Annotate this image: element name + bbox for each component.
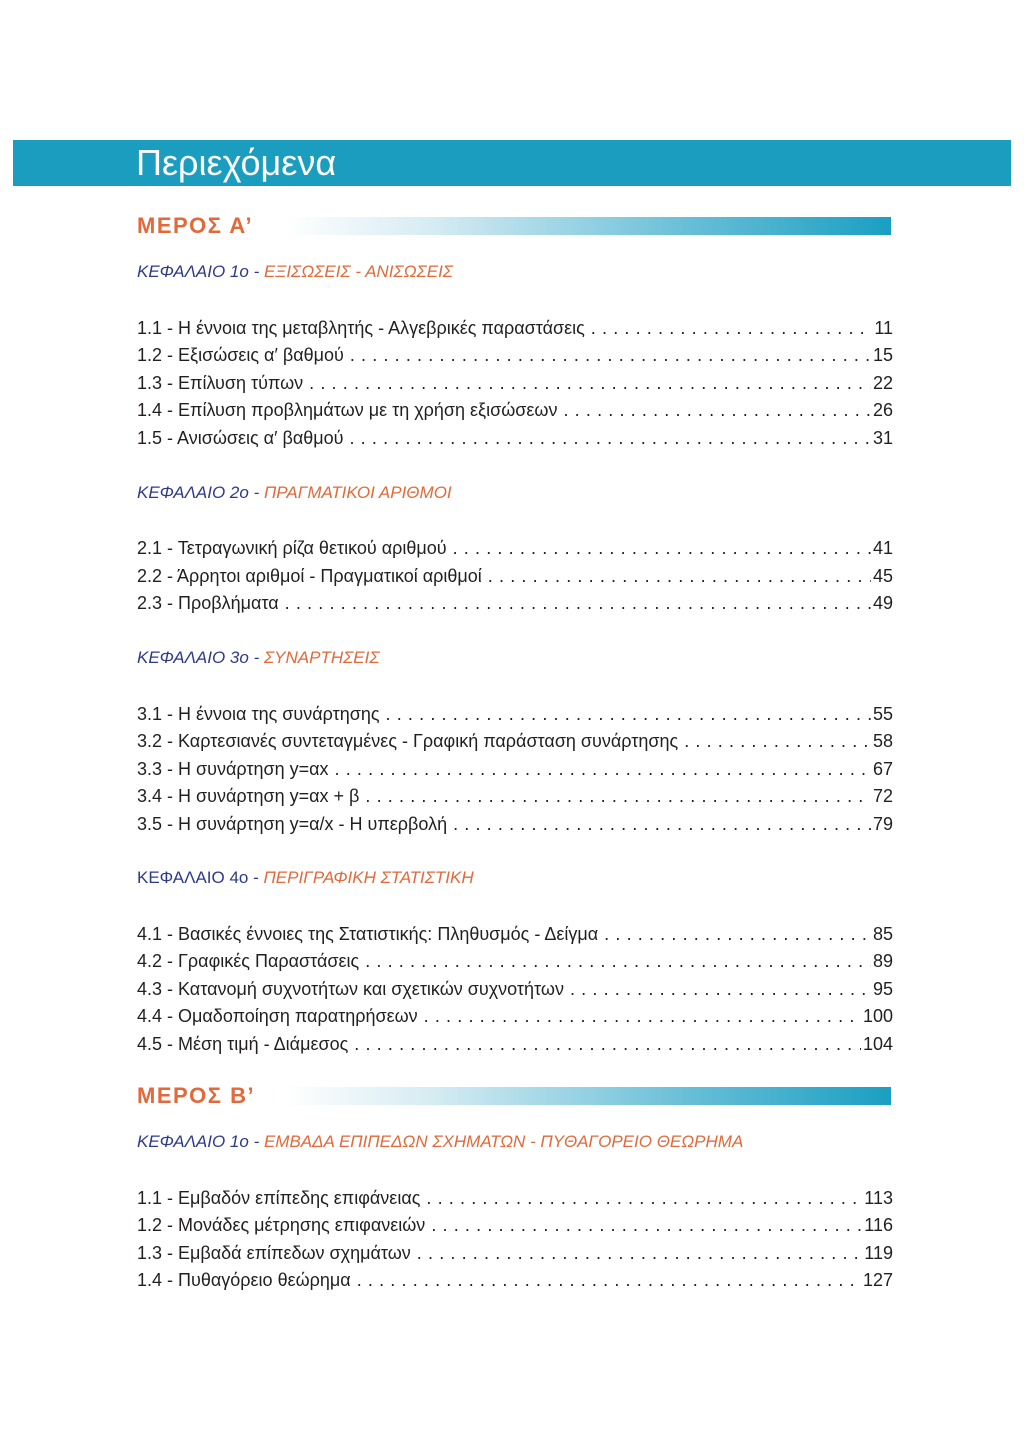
leader-dots (309, 370, 871, 396)
entry-title: 1.4 - Πυθαγόρειο θεώρημα (137, 1270, 351, 1290)
entry-title: 4.1 - Βασικές έννοιες της Στατιστικής: Πληθυσμός - Δείγμα (137, 924, 599, 944)
entry-page: 116 (864, 1215, 893, 1235)
entry-page: 31 (872, 428, 893, 448)
toc-entry[interactable] (137, 756, 893, 782)
entry-title: 1.3 - Επίλυση τύπων (137, 373, 304, 393)
entry-page: 119 (864, 1243, 893, 1263)
entry-title: 1.4 - Επίλυση προβλημάτων με τη χρήση εξισώσεων (137, 400, 558, 420)
part-label: ΜΕΡΟΣ Α’ (137, 213, 254, 238)
toc-entry[interactable] (137, 342, 893, 368)
leader-dots (335, 756, 871, 782)
entry-page: 113 (864, 1188, 893, 1208)
toc-entry[interactable] (137, 1031, 893, 1057)
leader-dots (431, 1212, 862, 1238)
entry-title: 1.1 - Εμβαδόν επίπεδης επιφάνειας (137, 1188, 421, 1208)
entry-title: 3.2 - Καρτεσιανές συντεταγμένες - Γραφική παράσταση συνάρτησης (137, 731, 679, 751)
toc-entry[interactable] (137, 976, 893, 1002)
chapter-separator: - (248, 483, 264, 502)
entry-page: 104 (862, 1034, 893, 1054)
chapter-label: ΚΕΦΑΛΑΙΟ 1ο (137, 1132, 249, 1151)
chapter-title: ΣΥΝΑΡΤΗΣΕΙΣ (263, 648, 380, 667)
entry-page: 89 (872, 951, 893, 971)
entry-title: 1.5 - Ανισώσεις α′ βαθμού (137, 428, 344, 448)
part-gradient-bar (285, 1087, 891, 1105)
toc-entry[interactable] (137, 1003, 893, 1029)
leader-dots (357, 1267, 861, 1293)
entry-page: 85 (872, 924, 893, 944)
toc-entry[interactable] (137, 397, 893, 423)
entry-title: 3.4 - Η συνάρτηση y=αx + β (137, 786, 360, 806)
entry-title: 2.3 - Προβλήματα (137, 593, 279, 613)
leader-dots (426, 1185, 862, 1211)
entry-page: 49 (872, 593, 893, 613)
entry-page: 95 (872, 979, 893, 999)
toc-entry[interactable] (137, 535, 893, 561)
entry-title: 1.2 - Εξισώσεις α′ βαθμού (137, 345, 344, 365)
toc-entry[interactable] (137, 948, 893, 974)
entry-page: 55 (872, 704, 893, 724)
entry-page: 22 (872, 373, 893, 393)
toc-entry[interactable] (137, 370, 893, 396)
chapter-heading (137, 261, 453, 283)
entry-title: 3.1 - Η έννοια της συνάρτησης (137, 704, 380, 724)
leader-dots (684, 728, 871, 754)
toc-entry[interactable] (137, 783, 893, 809)
toc-entry[interactable] (137, 425, 893, 451)
chapter-title: ΠΕΡΙΓΡΑΦΙΚΗ ΣΤΑΤΙΣΤΙΚΗ (263, 868, 474, 887)
leader-dots (424, 1003, 861, 1029)
part-b-header (137, 1083, 891, 1109)
title-band (13, 140, 1011, 186)
chapter-separator: - (248, 1132, 264, 1151)
toc-entry[interactable] (137, 728, 893, 754)
entry-page: 58 (872, 731, 893, 751)
chapter-separator: - (248, 648, 264, 667)
entry-title: 4.5 - Μέση τιμή - Διάμεσος (137, 1034, 349, 1054)
entry-page: 11 (874, 318, 893, 338)
entry-title: 1.3 - Εμβαδά επίπεδων σχημάτων (137, 1243, 411, 1263)
leader-dots (488, 563, 871, 589)
toc-entry[interactable] (137, 1267, 893, 1293)
leader-dots (453, 535, 871, 561)
entry-title: 1.2 - Μονάδες μέτρησης επιφανειών (137, 1215, 426, 1235)
toc-entry[interactable] (137, 811, 893, 837)
leader-dots (349, 425, 871, 451)
entry-page: 79 (872, 814, 893, 834)
chapter-separator: - (248, 262, 264, 281)
toc-entry[interactable] (137, 590, 893, 616)
entry-page: 15 (872, 345, 893, 365)
leader-dots (563, 397, 871, 423)
page-title: Περιεχόμενα (136, 142, 337, 183)
leader-dots (570, 976, 871, 1002)
chapter-heading (137, 482, 452, 504)
entry-page: 127 (862, 1270, 893, 1290)
toc-entry[interactable] (137, 1212, 893, 1238)
leader-dots (386, 701, 871, 727)
entry-title: 4.4 - Ομαδοποίηση παρατηρήσεων (137, 1006, 418, 1026)
chapter-label: ΚΕΦΑΛΑΙΟ 4ο (137, 868, 249, 887)
leader-dots (604, 921, 871, 947)
chapter-title: ΕΞΙΣΩΣΕΙΣ - ΑΝΙΣΩΣΕΙΣ (263, 262, 454, 281)
entry-page: 41 (872, 538, 893, 558)
chapter-title: ΠΡΑΓΜΑΤΙΚΟΙ ΑΡΙΘΜΟΙ (263, 483, 452, 502)
entry-page: 100 (862, 1006, 893, 1026)
chapter-separator: - (248, 868, 264, 887)
toc-entry[interactable] (137, 563, 893, 589)
entry-title: 1.1 - Η έννοια της μεταβλητής - Αλγεβρικές παραστάσεις (137, 318, 585, 338)
part-gradient-bar (285, 217, 891, 235)
part-a-header (137, 213, 891, 239)
chapter-title: ΕΜΒΑΔΑ ΕΠΙΠΕΔΩΝ ΣΧΗΜΑΤΩΝ - ΠΥΘΑΓΟΡΕΙΟ ΘΕΩΡΗΜΑ (263, 1132, 744, 1151)
leader-dots (285, 590, 871, 616)
entry-title: 2.1 - Τετραγωνική ρίζα θετικού αριθμού (137, 538, 447, 558)
toc-entry[interactable] (137, 1240, 893, 1266)
entry-title: 2.2 - Άρρητοι αριθμοί - Πραγματικοί αριθμοί (137, 566, 482, 586)
toc-entry[interactable] (137, 1185, 893, 1211)
toc-entry[interactable] (137, 921, 893, 947)
entry-page: 26 (872, 400, 893, 420)
leader-dots (354, 1031, 861, 1057)
leader-dots (350, 342, 871, 368)
entry-title: 3.5 - Η συνάρτηση y=α/x - Η υπερβολή (137, 814, 448, 834)
leader-dots (365, 948, 871, 974)
chapter-label: ΚΕΦΑΛΑΙΟ 2ο (137, 483, 249, 502)
leader-dots (591, 315, 873, 341)
entry-page: 45 (872, 566, 893, 586)
chapter-heading (137, 867, 474, 889)
chapter-heading (137, 647, 380, 669)
entry-title: 4.3 - Κατανομή συχνοτήτων και σχετικών συχνοτήτων (137, 979, 564, 999)
chapter-label: ΚΕΦΑΛΑΙΟ 3ο (137, 648, 249, 667)
chapter-heading (137, 1131, 743, 1153)
leader-dots (417, 1240, 863, 1266)
toc-entry[interactable] (137, 701, 893, 727)
entry-title: 3.3 - Η συνάρτηση y=αx (137, 759, 329, 779)
entry-page: 72 (872, 786, 893, 806)
part-label: ΜΕΡΟΣ Β’ (137, 1083, 256, 1108)
leader-dots (365, 783, 871, 809)
toc-entry[interactable] (137, 315, 893, 341)
chapter-label: ΚΕΦΑΛΑΙΟ 1ο (137, 262, 249, 281)
entry-title: 4.2 - Γραφικές Παραστάσεις (137, 951, 360, 971)
leader-dots (453, 811, 871, 837)
entry-page: 67 (872, 759, 893, 779)
